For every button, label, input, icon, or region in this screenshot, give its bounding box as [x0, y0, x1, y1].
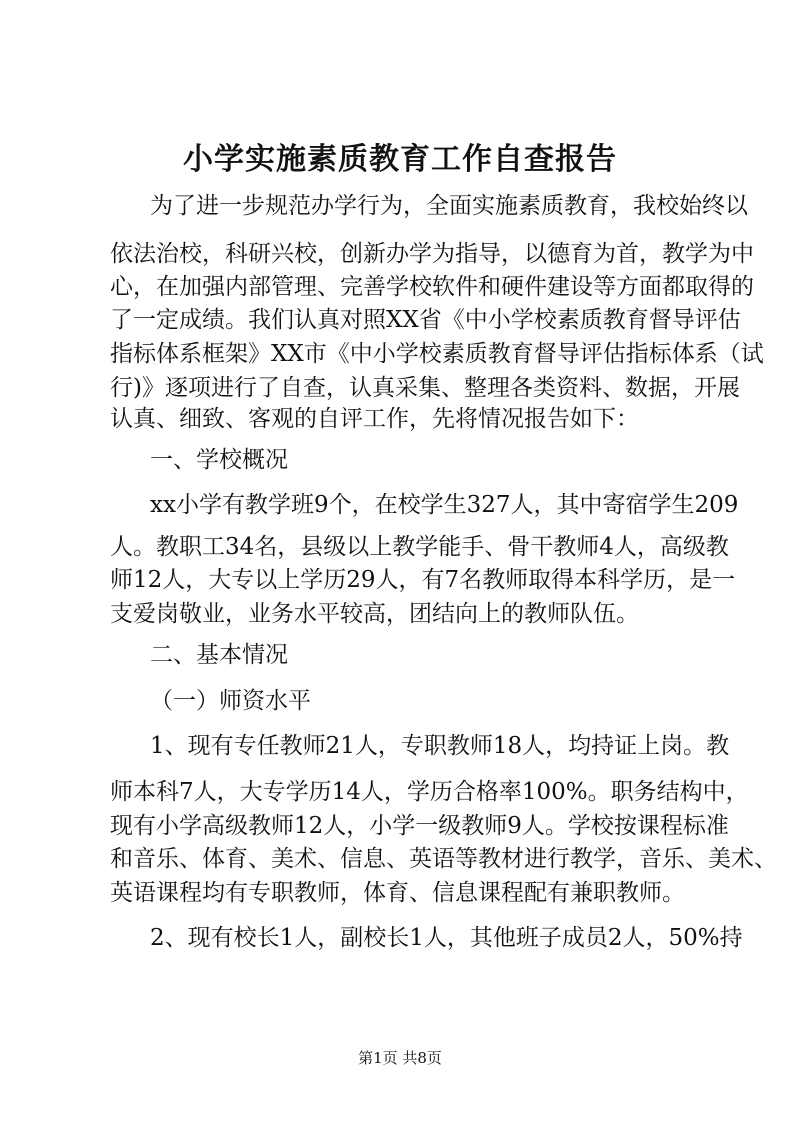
paragraph-line-6: 行)》逐项进行了自查，认真采集、整理各类资料、数据，开展 [110, 375, 740, 401]
paragraph-line-12: 1、现有专任教师21人，专职教师18人，均持证上岗。教 [150, 733, 730, 759]
paragraph-line-3: 心，在加强内部管理、完善学校软件和硬件建设等方面都取得的 [110, 274, 754, 300]
page-footer: 第1页 共8页 [358, 1049, 442, 1067]
paragraph-line-17: 2、现有校长1人，副校长1人，其他班子成员2人，50%持 [150, 925, 743, 951]
paragraph-line-14: 现有小学高级教师12人，小学一级教师9人。学校按课程标准 [110, 813, 729, 839]
paragraph-line-10: 师12人，大专以上学历29人，有7名教师取得本科学历，是一 [110, 567, 736, 593]
paragraph-line-2: 依法治校，科研兴校，创新办学为指导，以德育为首，教学为中 [110, 241, 754, 267]
paragraph-line-13: 师本科7人，大专学历14人，学历合格率100%。职务结构中， [110, 779, 749, 805]
paragraph-line-1: 为了进一步规范办学行为，全面实施素质教育，我校始终以 [150, 193, 748, 219]
paragraph-line-15: 和音乐、体育、美术、信息、英语等教材进行教学，音乐、美术、 [110, 846, 777, 872]
paragraph-line-7: 认真、细致、客观的自评工作，先将情况报告如下： [110, 406, 639, 432]
paragraph-line-5: 指标体系框架》XX市《中小学校素质教育督导评估指标体系（试 [110, 341, 764, 367]
document-title: 小学实施素质教育工作自查报告 [183, 142, 617, 177]
section-heading-1: 一、学校概况 [150, 447, 288, 473]
paragraph-line-4: 了一定成绩。我们认真对照XX省《中小学校素质教育督导评估 [110, 307, 741, 333]
paragraph-line-9: 人。教职工34名，县级以上教学能手、骨干教师4人，高级教 [110, 534, 729, 560]
subsection-heading-1: （一）师资水平 [150, 688, 311, 714]
paragraph-line-8: xx小学有教学班9个，在校学生327人，其中寄宿学生209 [150, 492, 739, 518]
paragraph-line-11: 支爱岗敬业，业务水平较高，团结向上的教师队伍。 [110, 601, 639, 627]
paragraph-line-16: 英语课程均有专职教师，体育、信息课程配有兼职教师。 [110, 880, 685, 906]
section-heading-2: 二、基本情况 [150, 642, 288, 668]
